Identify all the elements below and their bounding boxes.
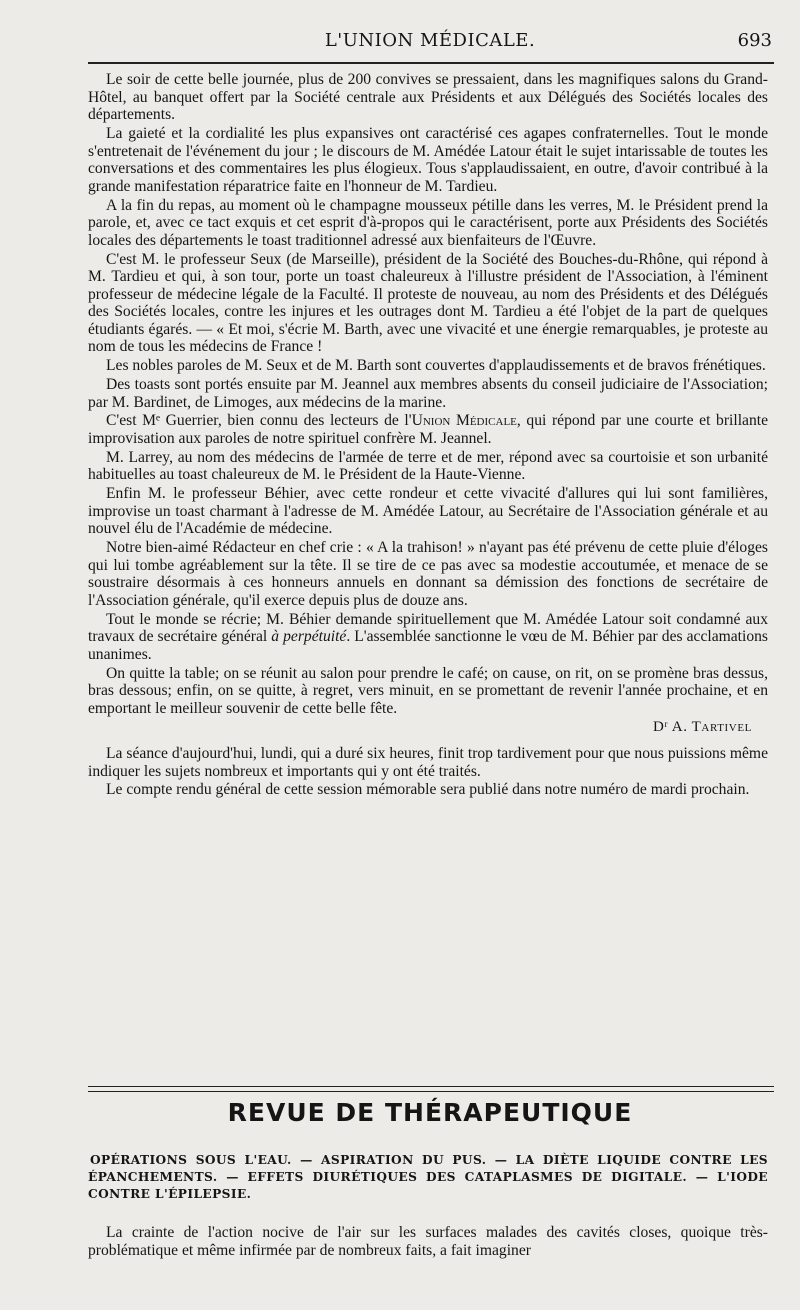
paragraph-text: C'est Mᵉ Guerrier, bien connu des lecteurs de l' xyxy=(106,412,412,430)
page-number: 693 xyxy=(737,30,772,51)
paragraph xyxy=(88,611,768,664)
paragraph: A la fin du repas, au moment où le champagne mousseux pétille dans les verres, M. le Président prend la parole, et, avec ce tact exquis et cet esprit d'à-propos qui le caractérisent, porte aux Présidents des Sociétés locales des départements le toast traditionnel adressé aux bienfaiteurs de l'Œuvre. xyxy=(88,196,768,249)
paragraph: Enfin M. le professeur Béhier, avec cette rondeur et cette vivacité d'allures qui lui sont familières, improvise un toast charmant à l'adresse de M. Amédée Latour, au Secrétaire de l'Association générale et au nouvel élu de l'Académie de médecine. xyxy=(88,485,768,538)
paragraph: C'est M. le professeur Seux (de Marseille), président de la Société des Bouches-du-Rhône, qui répond à M. Tardieu et qui, à son tour, porte un toast chaleureux à l'illustre président de l'Association, à l'éminent professeur de médecine légale de la Faculté. Il proteste de nouveau, au nom des Présidents et des Délégués des Sociétés locales, contre les injures et les outrages dont M. Tardieu a été l'objet de la part de quelques étudiants égarés. — « Et moi, s'écrie M. Barth, avec une vivacité et une énergie remarquables, je proteste au nom de tous les médecins de France ! xyxy=(88,250,768,356)
section-title: REVUE DE THÉRAPEUTIQUE xyxy=(227,1098,633,1127)
paragraph: Des toasts sont portés ensuite par M. Jeannel aux membres absents du conseil judiciaire de l'Association; par M. Bardinet, de Limoges, aux médecins de la marine. xyxy=(88,376,768,411)
paragraph: On quitte la table; on se réunit au salon pour prendre le café; on cause, on rit, on se promène bras dessus, bras dessous; enfin, on se quitte, à regret, vers minuit, en se promettant de revenir l'année prochaine, et en emportant le meilleur souvenir de cette belle fête. xyxy=(88,664,768,717)
paragraph: Les nobles paroles de M. Seux et de M. Barth sont couvertes d'applaudissements et de bravos frénétiques. xyxy=(106,357,766,375)
section-body xyxy=(88,1224,768,1259)
section-divider xyxy=(88,1086,774,1092)
author-signature: Dʳ A. Tartivel xyxy=(652,719,752,736)
paragraph: Le soir de cette belle journée, plus de 200 convives se pressaient, dans les magnifiques salons du Grand-Hôtel, au banquet offert par la Société centrale aux Présidents et aux Délégués des Sociétés locales des départements. xyxy=(88,71,768,124)
paragraph: M. Larrey, au nom des médecins de l'armée de terre et de mer, répond avec sa courtoisie et son urbanité habituelles au toast chaleureux de M. le Président de la Haute-Vienne. xyxy=(88,448,768,484)
paragraph xyxy=(88,412,768,447)
paragraph: La gaieté et la cordialité les plus expansives ont caractérisé ces agapes confraternelles. Tout le monde s'entretenait de l'événement du jour ; le discours de M. Amédée Latour était le sujet intarissable de toutes les conversations et des commentaires les plus élogieux. Tous s'applaudissaient, en outre, d'avoir contribué à la grande manifestation réparatrice faite en l'honneur de M. Tardieu. xyxy=(88,124,768,195)
journal-title: L'UNION MÉDICALE. xyxy=(324,30,536,51)
paragraph: Notre bien-aimé Rédacteur en chef crie : « A la trahison! » n'ayant pas été prévenu de cette pluie d'éloges qui lui tombe agréablement sur la tête. Il se tire de ce pas avec sa modestie accoutumée, et menace de se soustraire désormais à ces honneurs annuels en donnant sa démission des fonctions de secrétaire de l'Association générale, qu'il exerce depuis plus de douze ans. xyxy=(88,539,768,609)
paragraph-text: . L'assemblée sanctionne le vœu de M. Béhier par des acclamations unanimes. xyxy=(88,628,768,663)
paragraph-text: Tout le monde se récrie; M. Béhier demande spirituellement que M. Amédée Latour soit condamné aux travaux de secrétaire général xyxy=(88,610,768,646)
paragraph-text: , qui répond par une courte et brillante improvisation aux paroles de notre spirituel confrère M. Jeannel. xyxy=(88,412,768,447)
journal-name: Union Médicale xyxy=(411,412,517,430)
paragraph: La crainte de l'action nocive de l'air sur les surfaces malades des cavités closes, quoique très-problématique et même infirmée par de nombreux faits, a fait imaginer xyxy=(88,1224,768,1259)
page-header xyxy=(88,30,772,54)
paragraph: Le compte rendu général de cette session mémorable sera publié dans notre numéro de mardi prochain. xyxy=(106,781,750,799)
section-subtitle: OPÉRATIONS SOUS L'EAU. — ASPIRATION DU PUS. — LA DIÈTE LIQUIDE CONTRE LES ÉPANCHEMENTS. — EFFETS DIURÉTIQUES DES CATAPLASMES DE DIGITALE. — L'IODE CONTRE L'ÉPILEPSIE. xyxy=(88,1153,768,1201)
italic-phrase: à perpétuité xyxy=(271,628,347,646)
header-rule xyxy=(88,62,774,64)
paragraph: La séance d'aujourd'hui, lundi, qui a duré six heures, finit trop tardivement pour que nous puissions même indiquer les sujets nombreux et importants qui y ont été traités. xyxy=(88,745,768,780)
article-body xyxy=(88,71,768,800)
